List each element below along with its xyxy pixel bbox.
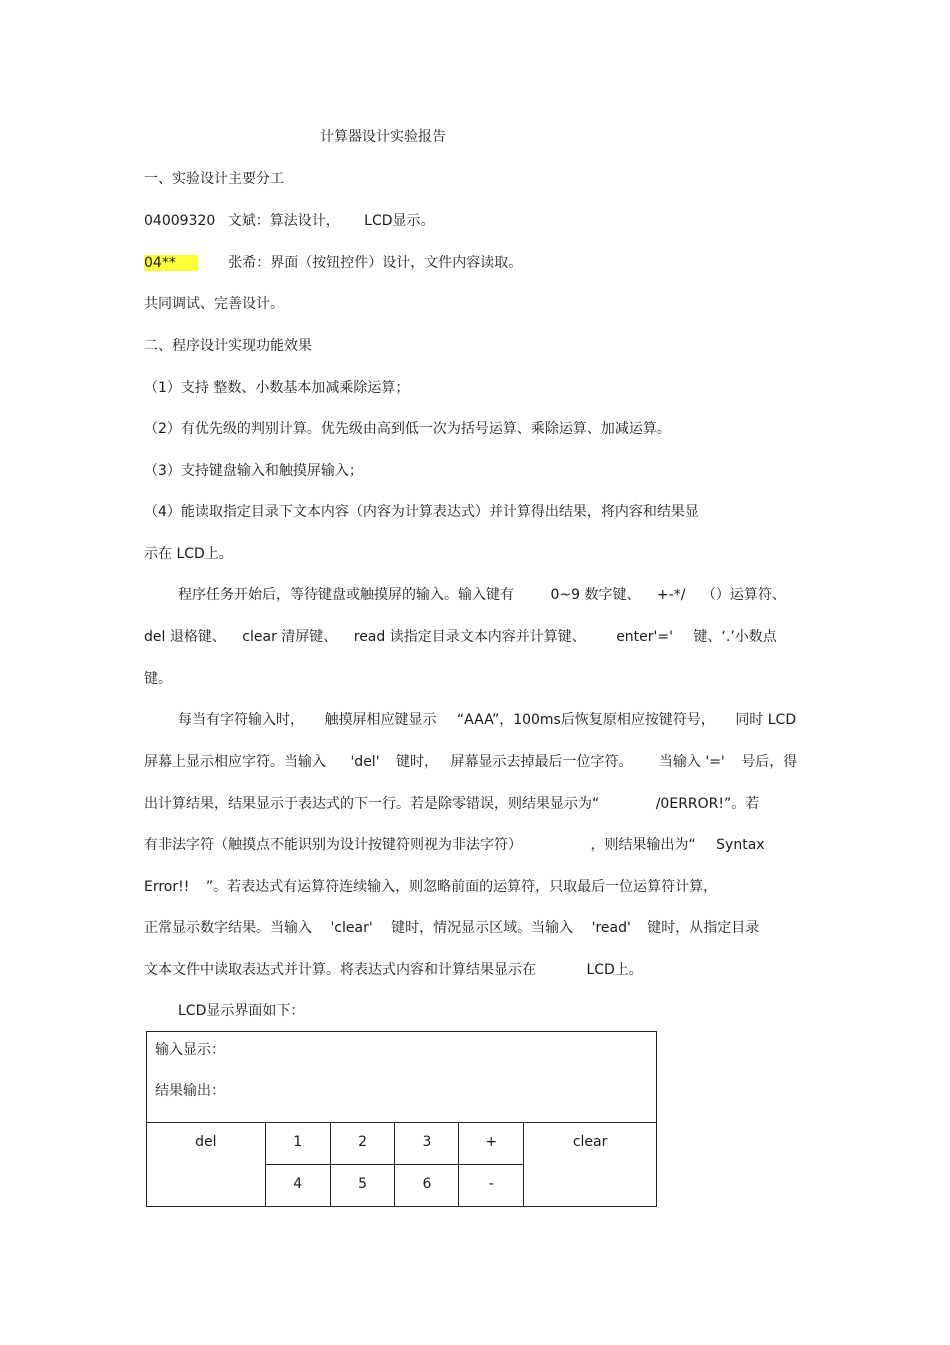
para2-line2 [144, 752, 797, 772]
input-display-label: 输入显示： [155, 1042, 225, 1058]
key-minus: - [459, 1165, 524, 1207]
member2-line [144, 253, 522, 273]
para2-text: “AAA”，100ms后恢复原相应按键符号， [456, 712, 715, 728]
para1-line1 [178, 585, 786, 605]
para1-text: clear 清屏键、 [242, 629, 338, 645]
para2-text: /0ERROR!”。若 [655, 796, 760, 812]
key-clear: clear [524, 1123, 657, 1207]
para1-text: （）运算符、 [701, 587, 786, 603]
member2-id-highlight: 04** [144, 255, 198, 271]
feature-item: （3）支持键盘输入和触摸屏输入； [144, 463, 363, 479]
para1-line2 [144, 627, 777, 647]
para2-text: 同时 LCD [735, 712, 797, 728]
para2-text: 有非法字符（触摸点不能识别为设计按键符则视为非法字符） [144, 837, 522, 853]
para1-text: enter'=' [616, 629, 673, 645]
para2-text: 'del' [350, 754, 380, 770]
key-5: 5 [330, 1165, 395, 1207]
para2-text: Error!! [144, 879, 190, 895]
para2-text: 正常显示数字结果。当输入 [144, 920, 312, 936]
member1-text: 文斌：算法设计， [227, 213, 340, 229]
feature-item: 示在 LCD上。 [144, 546, 233, 562]
para2-text: 键时，从指定目录 [647, 920, 760, 936]
para2-text: 键时，情况显示区域。当输入 [391, 920, 574, 936]
para2-text: 'read' [591, 920, 631, 936]
para1-text: 程序任务开始后，等待键盘或触摸屏的输入。输入键有 [178, 587, 514, 603]
para1-text: del 退格键、 [144, 629, 226, 645]
para2-text: ”。若表达式有运算符连续输入，则忽略前面的运算符，只取最后一位运算符计算， [205, 879, 718, 895]
para2-text: Syntax [716, 837, 765, 853]
result-output-label: 结果输出： [155, 1083, 225, 1099]
key-1: 1 [265, 1123, 330, 1165]
key-2: 2 [330, 1123, 395, 1165]
para2-line7 [144, 960, 643, 980]
para2-text: 'clear' [330, 920, 373, 936]
lcd-display-area [147, 1032, 657, 1123]
section2-heading: 二、程序设计实现功能效果 [144, 338, 312, 354]
member1-id: 04009320 [144, 213, 216, 229]
para2-line3 [144, 794, 759, 814]
shared-work: 共同调试、完善设计。 [144, 296, 284, 312]
para1-line3: 键。 [144, 671, 172, 687]
key-del: del [147, 1123, 266, 1207]
page-title: 计算器设计实验报告 [320, 129, 446, 145]
para2-text: 号后，得 [741, 754, 798, 770]
para2-text: 当输入 '=' [658, 754, 725, 770]
para2-text: 触摸屏相应键显示 [324, 712, 437, 728]
para1-text: read 读指定目录文本内容并计算键、 [353, 629, 586, 645]
para2-line5 [144, 877, 717, 897]
para1-text: 0~9 数字键、 [550, 587, 641, 603]
para2-line4 [144, 835, 765, 855]
key-plus: + [459, 1123, 524, 1165]
key-3: 3 [395, 1123, 459, 1165]
key-6: 6 [395, 1165, 459, 1207]
para2-text: 每当有字符输入时， [178, 712, 304, 728]
lcd-layout-table [146, 1031, 657, 1207]
para2-text: ，则结果输出为“ [590, 837, 696, 853]
section1-heading: 一、实验设计主要分工 [144, 171, 284, 187]
para2-text: 文本文件中读取表达式并计算。将表达式内容和计算结果显示在 [144, 962, 536, 978]
member1-line [144, 211, 435, 231]
feature-item: （4）能读取指定目录下文本内容（内容为计算表达式）并计算得出结果，将内容和结果显 [144, 504, 699, 520]
feature-item: （2）有优先级的判别计算。优先级由高到低一次为括号运算、乘除运算、加减运算。 [144, 421, 671, 437]
para1-text: 键、‘.’小数点 [693, 629, 777, 645]
para1-text: +-*/ [656, 587, 686, 603]
key-4: 4 [265, 1165, 330, 1207]
member2-text: 张希：界面（按钮控件）设计，文件内容读取。 [228, 255, 523, 271]
para2-text: 出计算结果，结果显示于表达式的下一行。若是除零错误，则结果显示为“ [144, 796, 600, 812]
lcd-intro: LCD显示界面如下： [178, 1003, 305, 1019]
para2-text: 屏幕显示去掉最后一位字符。 [450, 754, 633, 770]
para2-text: 屏幕上显示相应字符。当输入 [144, 754, 326, 770]
feature-item: （1）支持 整数、小数基本加减乘除运算； [144, 380, 410, 396]
member1-tail: LCD显示。 [364, 213, 435, 229]
para2-text: 键时， [396, 754, 438, 770]
para2-text: LCD上。 [586, 962, 643, 978]
para2-line6 [144, 918, 759, 938]
para2-line1 [178, 710, 796, 730]
